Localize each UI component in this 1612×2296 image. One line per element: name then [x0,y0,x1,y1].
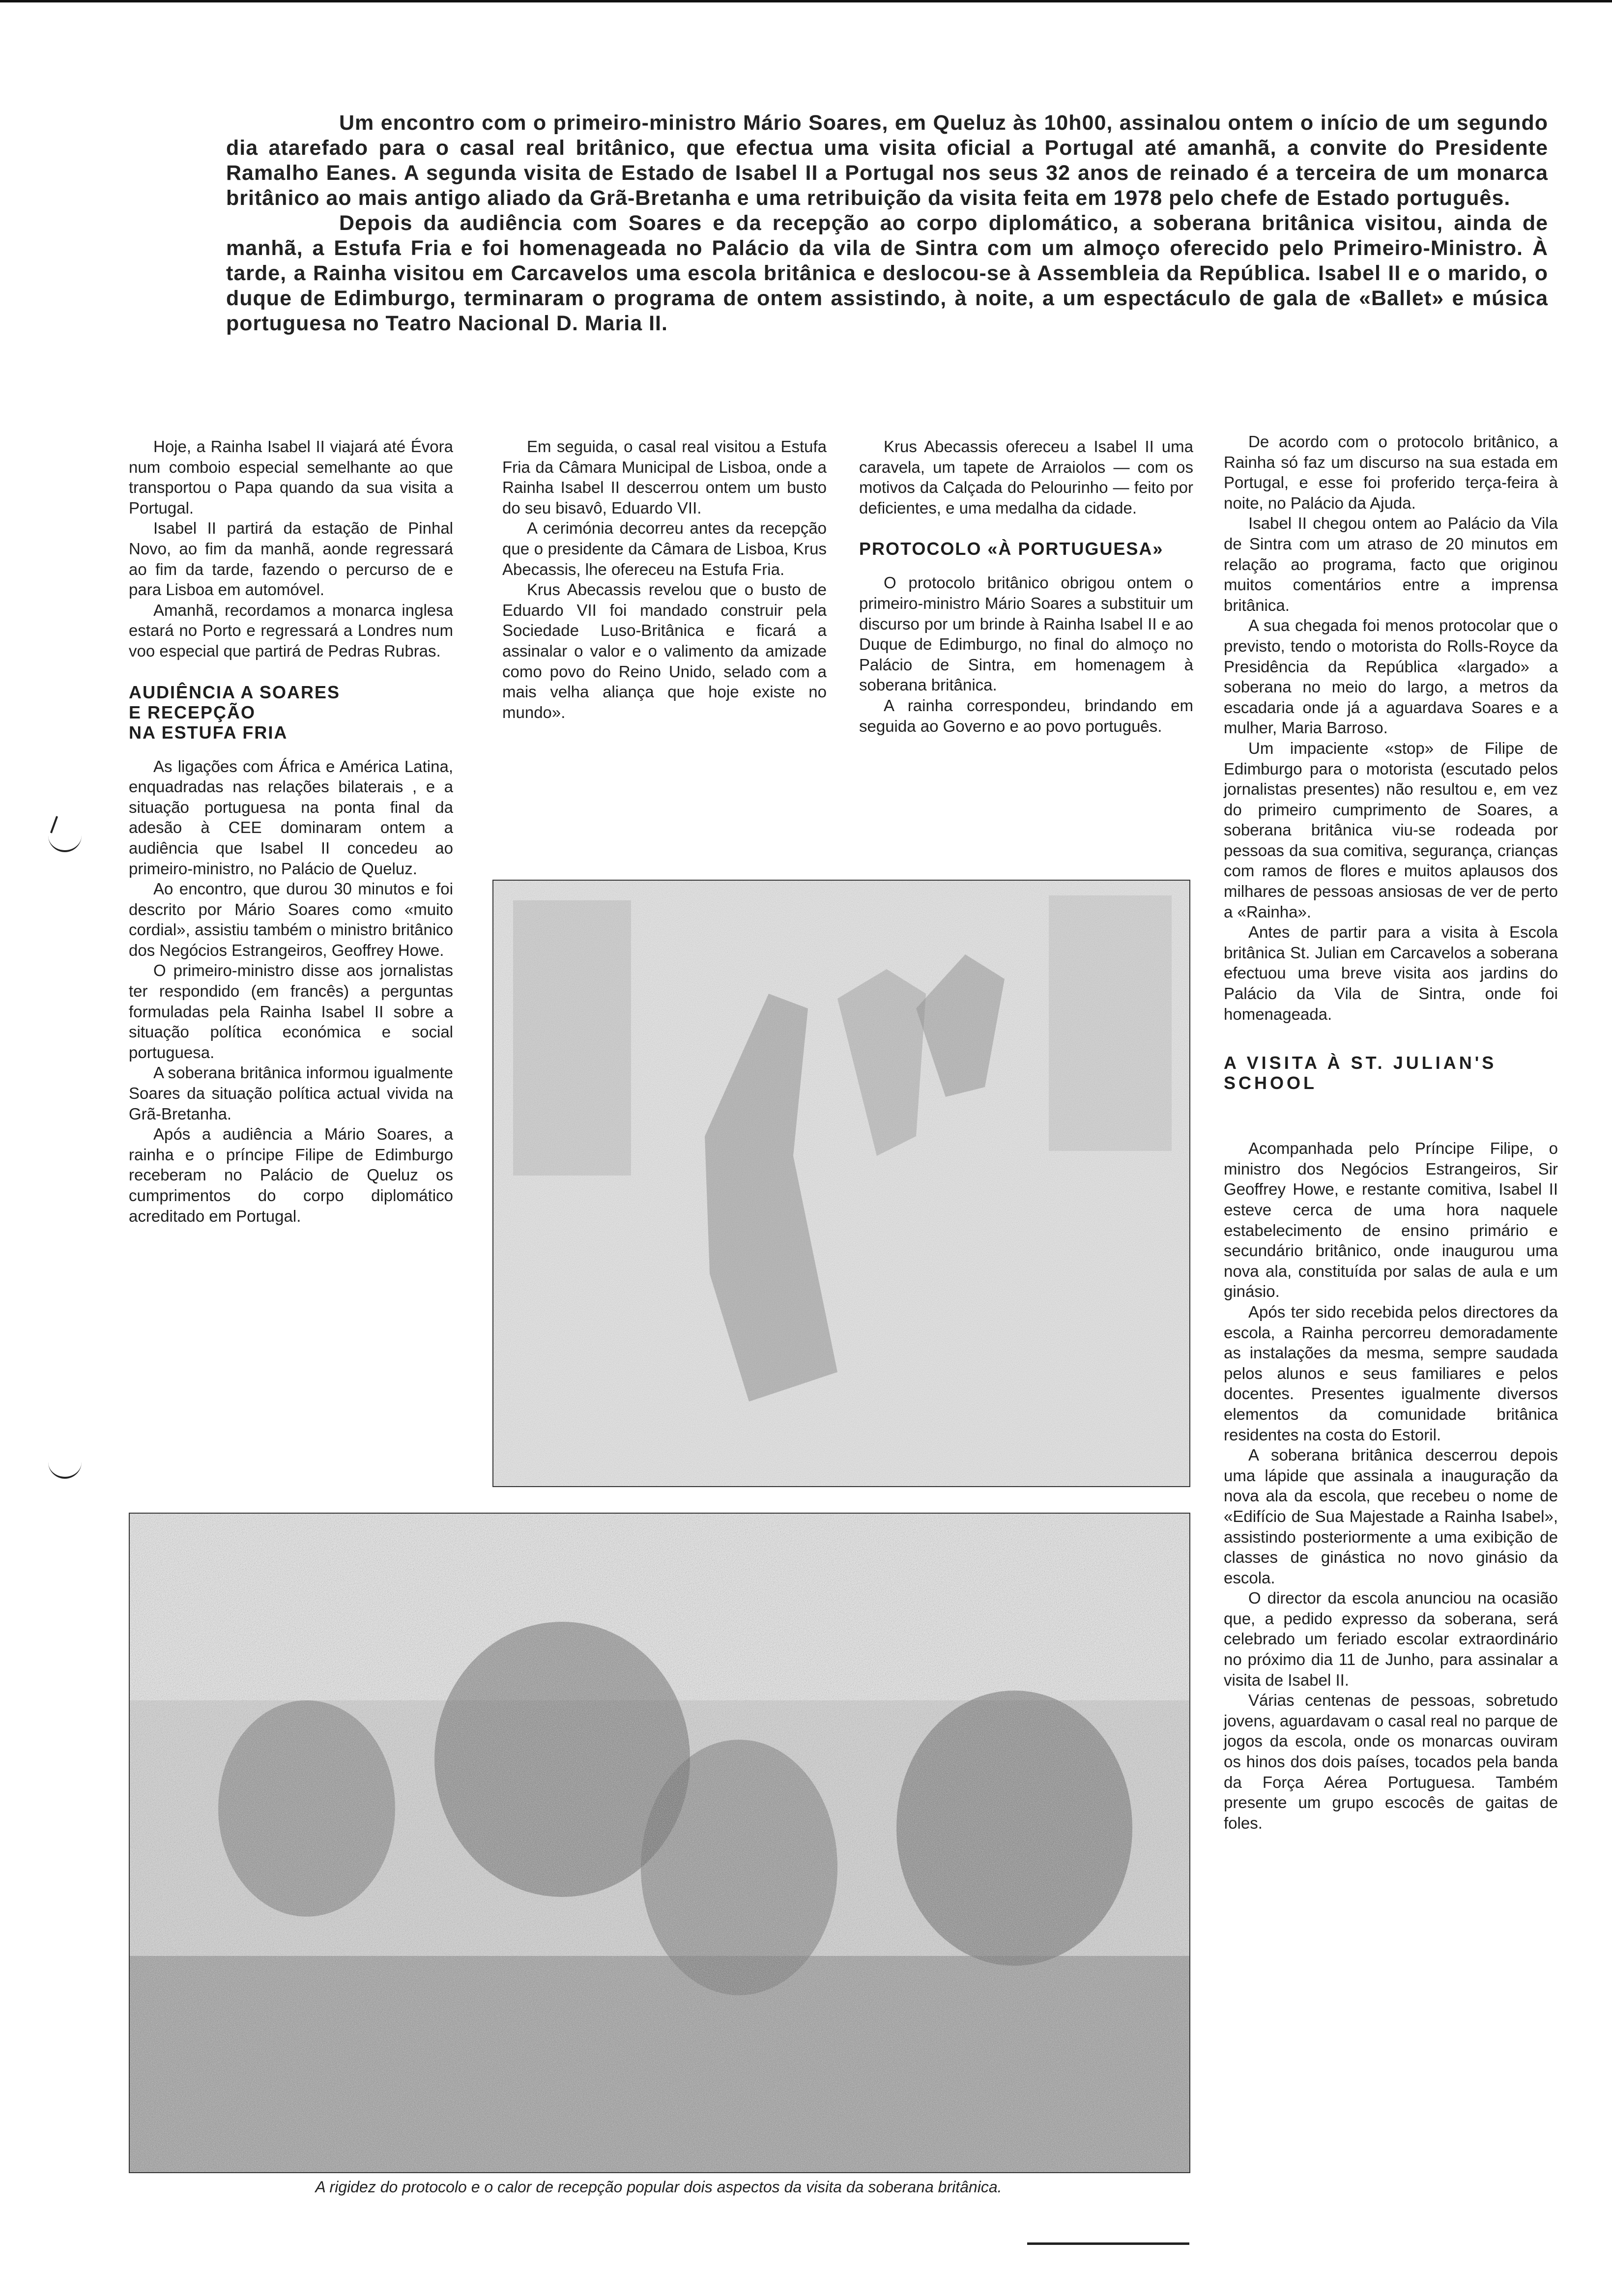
photo-protocol-ceremony [492,880,1190,1487]
col4-paragraph: Um impaciente «stop» de Filipe de Edimburgo para o motorista (escutado pelos jornalistas presentes) não resultou e, em vez do primeiro cumprimento de Soares, a soberana britânica viu-se rodeada por pessoas da sua comitiva, segurança, crianças com ramos de flores e muitos aplausos dos milhares de pessoas ansiosas de ver de perto a «Rainha». [1224,739,1558,921]
article-column-1 [129,436,453,1226]
col1-paragraph: Isabel II partirá da estação de Pinhal Novo, ao fim da manhã, aonde regressará ao fim da tarde, fazendo o percurso de e para Lisboa em automóvel. [129,519,453,599]
col4-paragraph: Acompanhada pelo Príncipe Filipe, o ministro dos Negócios Estrangeiros, Sir Geoffrey Howe, e restante comitiva, Isabel II esteve cerca de uma hora naquele estabelecimento de ensino primário e secundário britânico, onde inaugurou uma nova ala, constituída por salas de aula e um ginásio. [1224,1139,1558,1301]
scan-rule-mark [1027,2242,1189,2245]
article-column-2 [502,436,827,722]
section-heading-audiencia [129,682,453,743]
section-heading-st-julians [1224,1053,1558,1093]
col2-paragraph: Em seguida, o casal real visitou a Estufa Fria da Câmara Municipal de Lisboa, onde a Rainha Isabel II descerrou ontem um busto do seu bisavô, Eduardo VII. [502,437,827,517]
punch-hole-mark [48,1457,82,1479]
col1-paragraph: Hoje, a Rainha Isabel II viajará até Évora num comboio especial semelhante ao que transportou o Papa quando da sua visita a Portugal. [129,437,453,517]
col4-paragraph: Após ter sido recebida pelos directores da escola, a Rainha percorreu demoradamente as instalações da mesma, sempre saudada pelos alunos e seus familiares e pelos docentes. Presentes igualmente diversos elementos da comunidade britânica residentes na costa do Estoril. [1224,1302,1558,1444]
col4-paragraph: O director da escola anunciou na ocasião que, a pedido expresso da soberana, será celebrado um feriado escolar extraordinário no próximo dia 11 de Junho, para assinalar a visita de Isabel II. [1224,1589,1558,1689]
lead-paragraph-2: Depois da audiência com Soares e da recepção ao corpo diplomático, a soberana britânica visitou, ainda de manhã, a Estufa Fria e foi homenageada no Palácio da vila de Sintra com um almoço oferecido pelo Primeiro-Ministro. À tarde, a Rainha visitou em Carcavelos uma escola britânica e deslocou-se à Assembleia da República. Isabel II e o marido, o duque de Edimburgo, terminaram o programa de ontem assistindo, à noite, a um espectáculo de gala de «Ballet» e música portuguesa no Teatro Nacional D. Maria II. [226,211,1548,335]
col4-paragraph: A sua chegada foi menos protocolar que o previsto, tendo o motorista do Rolls-Royce da Presidência da República «largado» a soberana no meio do largo, a metros da escadaria onde já a aguardava Soares e a mulher, Maria Barroso. [1224,616,1558,737]
col2-paragraph: Krus Abecassis revelou que o busto de Eduardo VII foi mandado construir pela Sociedade Luso-Britânica e ficará a assinalar o valor e o valimento da amizade como povo do Reino Unido, selado com a mais velha aliança que hoje existe no mundo». [502,580,827,721]
page-top-rule [0,0,1612,2]
col1-paragraph: Ao encontro, que durou 30 minutos e foi descrito por Mário Soares como «muito cordial», assistiu também o ministro britânico dos Negócios Estrangeiros, Geoffrey Howe. [129,880,453,959]
heading-line: A VISITA À ST. JULIAN'S [1224,1053,1497,1073]
article-column-3 [859,436,1193,736]
col4-paragraph: Isabel II chegou ontem ao Palácio da Vila de Sintra com um atraso de 20 minutos em relação ao programa, facto que originou muitos comentários entre a imprensa britânica. [1224,514,1558,614]
heading-line: AUDIÊNCIA A SOARES [129,682,341,702]
photo-caption: A rigidez do protocolo e o calor de recepção popular dois aspectos da visita da soberana britânica. [315,2178,1002,2196]
col2-paragraph: A cerimónia decorreu antes da recepção que o presidente da Câmara de Lisboa, Krus Abecassis, lhe ofereceu na Estufa Fria. [502,519,827,578]
col3-paragraph: O protocolo britânico obrigou ontem o primeiro-ministro Mário Soares a substituir um discurso por um brinde à Rainha Isabel II e ao Duque de Edimburgo, no final do almoço no Palácio de Sintra, em homenagem à soberana britânica. [859,574,1193,694]
section-heading-protocolo: PROTOCOLO «À PORTUGUESA» [859,539,1164,559]
col1-paragraph: A soberana britânica informou igualmente Soares da situação política actual vivida na Grã-Bretanha. [129,1063,453,1123]
lead-paragraph-1: Um encontro com o primeiro-ministro Mário Soares, em Queluz às 10h00, assinalou ontem o início de um segundo dia atarefado para o casal real britânico, que efectua uma visita oficial a Portugal até amanhã, a convite do Presidente Ramalho Eanes. A segunda visita de Estado de Isabel II a Portugal nos seus 32 anos de reinado é a terceira de um monarca britânico ao mais antigo aliado da Grã-Bretanha e uma retribuição da visita feita em 1978 pelo chefe de Estado português. [226,111,1548,210]
col4-paragraph: Várias centenas de pessoas, sobretudo jovens, aguardavam o casal real no parque de jogos da escola, onde os monarcas ouviram os hinos dos dois países, tocados pela banda da Força Aérea Portuguesa. Também presente um grupo escocês de gaitas de foles. [1224,1691,1558,1832]
col1-paragraph: Após a audiência a Mário Soares, a rainha e o príncipe Filipe de Edimburgo receberam no Palácio de Queluz os cumprimentos do corpo diplomático acreditado em Portugal. [129,1125,453,1225]
col4-paragraph: Antes de partir para a visita à Escola britânica St. Julian em Carcavelos a soberana efectuou uma breve visita aos jardins do Palácio da Vila de Sintra, onde foi homenageada. [1224,923,1558,1023]
col1-paragraph: Amanhã, recordamos a monarca inglesa estará no Porto e regressará a Londres num voo especial que partirá de Pedras Rubras. [129,601,453,660]
col3-paragraph: Krus Abecassis ofereceu a Isabel II uma caravela, um tapete de Arraiolos — com os motivos da Calçada do Pelourinho — feito por deficientes, e uma medalha da cidade. [859,437,1193,517]
col4-paragraph: De acordo com o protocolo britânico, a Rainha só faz um discurso na sua estada em Portugal, e esse foi proferido terça-feira à noite, no Palácio da Ajuda. [1224,432,1558,512]
col1-paragraph: As ligações com África e América Latina, enquadradas nas relações bilaterais , e a situação portuguesa na ponta final da adesão à CEE dominaram ontem a audiência que Isabel II concedeu ao primeiro-ministro, no Palácio de Queluz. [129,757,453,878]
heading-line: E RECEPÇÃO [129,702,256,722]
heading-line: SCHOOL [1224,1073,1318,1093]
punch-hole-mark [48,831,82,852]
photo-popular-welcome [129,1513,1190,2173]
photo-image [493,881,1189,1486]
article-column-4 [1224,431,1558,1833]
lead-paragraph [226,111,1548,336]
photo-image [130,1514,1189,2172]
col4-paragraph: A soberana britânica descerrou depois uma lápide que assinala a inauguração da nova ala da escola, que recebeu o nome de «Edifício de Sua Majestade a Rainha Isabel», assistindo posteriormente a uma exibição de classes de ginástica no novo ginásio da escola. [1224,1446,1558,1587]
col3-paragraph: A rainha correspondeu, brindando em seguida ao Governo e ao povo português. [859,696,1193,735]
heading-line: NA ESTUFA FRIA [129,722,288,743]
col1-paragraph: O primeiro-ministro disse aos jornalistas ter respondido (em francês) a perguntas formuladas pela Rainha Isabel II sobre a situação política económica e social portuguesa. [129,961,453,1062]
